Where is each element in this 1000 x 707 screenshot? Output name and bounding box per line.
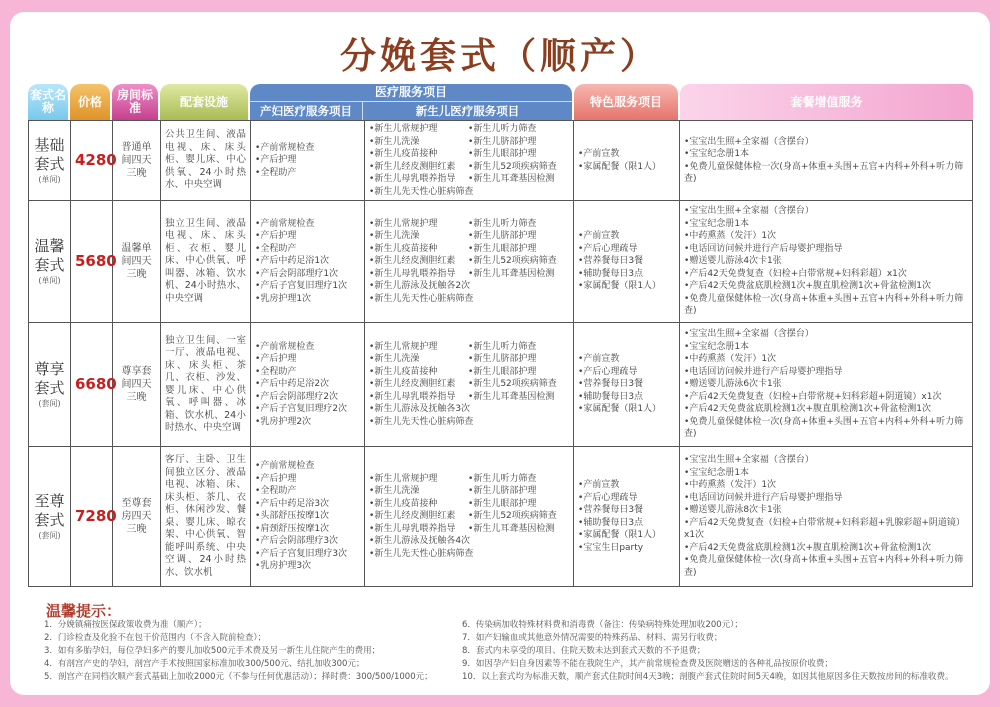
list-item: • 产后子宫复旧理疗2次 [255,403,360,416]
tip-item: 9．如因孕产妇自身因素等不能在我院生产，其产前常规检查费及医院赠送的各种礼品按原价收费； [462,659,833,669]
list-item: • 新生儿常规护理 [369,218,466,231]
package-price: 7280 [71,447,113,587]
package-row [29,121,973,201]
list-item: • 中药熏蒸（发汗）1次 [684,479,968,492]
list-item: • 新生儿耳聋基因检测 [468,523,569,536]
package-name-cell [29,447,71,587]
list-item: • 电话回访问候并进行产后母婴护理指导 [684,243,968,256]
package-facilities: 独立卫生间、液晶电视、床、床头柜、衣柜、婴儿床、中心供氧、呼叫器、冰箱、饮水机、24小时热水、中央空调 [161,201,251,323]
special-service-list [574,447,680,587]
list-item: • 宝宝出生照+全家福（含摆台） [684,454,968,467]
package-price: 4280 [71,121,113,201]
list-item: • 辅助餐每日3点 [578,517,675,530]
price-sheet [10,12,990,695]
baby-medical-list [365,447,574,587]
tips-title: 温馨提示： [46,602,122,620]
package-facilities: 独立卫生间、一室一厅、液晶电视、床、床头柜、茶几、衣柜、沙发、婴儿床、中心供氧、呼叫器、冰箱、饮水机、24小时热水、中央空调 [161,323,251,447]
list-item: • 乳房护理2次 [255,416,360,429]
list-item: • 营养餐每日3餐 [578,255,675,268]
list-item: • 产前宣教 [578,148,675,161]
package-room-type: (单间) [38,175,61,184]
list-item: • 新生儿52项疾病筛查 [468,378,569,391]
addon-service-list [680,323,973,447]
list-item: • 全程助产 [255,243,360,256]
baby-medical-list [365,323,574,447]
list-item: • 宝宝纪念册1本 [684,148,968,161]
tip-item: 4．有剖宫产史的孕妇，剖宫产手术按照国家标准加收300/500元、结扎加收300元； [44,659,365,669]
list-item: • 新生儿先天性心脏病筛查 [369,186,569,199]
list-item: • 新生儿疫苗接种 [369,498,466,511]
list-item: • 家属配餐（限1人） [578,161,675,174]
list-item: • 产后护理 [255,473,360,486]
tip-item: 1．分娩镇痛按医保政策收费为准（顺产）； [44,620,207,630]
package-facilities: 客厅、主卧、卫生间独立区分、液晶电视、冰箱、床、床头柜、茶几、衣柜、休闲沙发、餐桌、婴儿床、晾衣架、中心供氧、智能呼叫系统、中央空调、24小时热水、饮水机 [161,447,251,587]
list-item: • 宝宝纪念册1本 [684,341,968,354]
list-item: • 宝宝生日party [578,542,675,555]
package-room: 至尊套房四天三晚 [113,447,161,587]
list-item: • 新生儿游泳及抚触各2次 [369,280,569,293]
list-item: • 新生儿听力筛查 [468,218,569,231]
list-item: • 营养餐每日3餐 [578,378,675,391]
list-item: • 产后会阴部理疗1次 [255,268,360,281]
list-item: • 新生儿常规护理 [369,341,466,354]
list-item: • 新生儿脐部护理 [468,230,569,243]
list-item: • 新生儿听力筛查 [468,341,569,354]
list-item: • 乳房护理3次 [255,560,360,573]
list-item: • 产前常规检查 [255,341,360,354]
package-price: 6680 [71,323,113,447]
list-item: • 产后心理疏导 [578,492,675,505]
list-item: • 新生儿经皮测胆红素 [369,161,466,174]
mother-medical-list [251,447,365,587]
list-item: • 新生儿先天性心脏病筛查 [369,416,569,429]
list-item: • 免费儿童保健体检一次(身高+体重+头围+五官+内科+外科+听力筛查) [684,293,968,318]
list-item: • 新生儿游泳及抚触各3次 [369,403,569,416]
list-item: • 电话回访问候并进行产后母婴护理指导 [684,492,968,505]
list-item: • 赠送婴儿游泳8次卡1张 [684,504,968,517]
package-room: 尊享套间四天三晚 [113,323,161,447]
list-item: • 新生儿常规护理 [369,473,466,486]
list-item: • 赠送婴儿游泳4次卡1张 [684,255,968,268]
list-item: • 产后护理 [255,230,360,243]
package-room-type: (单间) [38,276,61,285]
list-item: • 新生儿52项疾病筛查 [468,255,569,268]
addon-service-list [680,201,973,323]
list-item: • 产后42天免费盆底肌检测1次+腹直肌检测1次+骨盆检测1次 [684,542,968,555]
list-item: • 产后子宫复旧理疗3次 [255,548,360,561]
list-item: • 免费儿童保健体检一次(身高+体重+头围+五官+内科+外科+听力筛查) [684,554,968,579]
list-item: • 产前常规检查 [255,218,360,231]
list-item: • 产前常规检查 [255,142,360,155]
list-item: • 新生儿经皮测胆红素 [369,255,466,268]
header-medical-title: 医疗服务项目 [374,85,447,99]
list-item: • 产后42天免费盆底肌检测1次+腹直肌检测1次+骨盆检测1次 [684,403,968,416]
header-facilities: 配套设施 [160,84,248,120]
package-table [28,120,973,587]
list-item: • 产后护理 [255,353,360,366]
list-item: • 新生儿脐部护理 [468,485,569,498]
list-item: • 中药熏蒸（发汗）1次 [684,230,968,243]
list-item: • 新生儿耳聋基因检测 [468,173,569,186]
package-facilities: 公共卫生间、液晶电视、床、床头柜、婴儿床、中心供氧、24小时热水、中央空调 [161,121,251,201]
list-item: • 产后子宫复旧理疗1次 [255,280,360,293]
list-item: • 产后42天免费盆底肌检测1次+腹直肌检测1次+骨盆检测1次 [684,280,968,293]
list-item: • 宝宝纪念册1本 [684,218,968,231]
tip-item: 10．以上套式均为标准天数，顺产套式住院时间4天3晚；剖腹产套式住院时间5天4晚，如因其他原因多住天数按房间的标准收费。 [462,672,954,682]
package-room: 普通单间四天三晚 [113,121,161,201]
package-name-cell [29,323,71,447]
list-item: • 宝宝纪念册1本 [684,467,968,480]
list-item: • 新生儿洗澡 [369,230,466,243]
list-item: • 新生儿眼部护理 [468,366,569,379]
list-item: • 新生儿脐部护理 [468,136,569,149]
list-item: • 新生儿先天性心脏病筛查 [369,548,569,561]
list-item: • 新生儿母乳喂养指导 [369,391,466,404]
tip-item: 5．剖宫产在同档次顺产套式基础上加收2000元（不参与任何优惠活动）；择时费：300/500/1000元； [44,672,433,682]
list-item: • 宝宝出生照+全家福（含摆台） [684,136,968,149]
list-item: • 宝宝出生照+全家福（含摆台） [684,205,968,218]
baby-medical-list [365,201,574,323]
list-item: • 新生儿耳聋基因检测 [468,268,569,281]
package-name-cell [29,201,71,323]
list-item: • 新生儿母乳喂养指导 [369,523,466,536]
package-row [29,201,973,323]
addon-service-list [680,447,973,587]
list-item: • 新生儿眼部护理 [468,243,569,256]
list-item: • 新生儿母乳喂养指导 [369,173,466,186]
list-item: • 产后中药足浴3次 [255,498,360,511]
package-room-type: (套间) [38,399,61,408]
package-name: 温馨套式 [34,237,65,274]
list-item: • 新生儿游泳及抚触各4次 [369,535,569,548]
list-item: • 宝宝出生照+全家福（含摆台） [684,328,968,341]
list-item: • 新生儿52项疾病筛查 [468,161,569,174]
package-name-cell [29,121,71,201]
tip-item: 8．套式内未享受的项目、住院天数未达到套式天数的不予退费； [462,646,706,656]
list-item: • 产前常规检查 [255,460,360,473]
list-item: • 产后42天免费复查（妇检+白带常规+妇科彩超+阴道镜）x1次 [684,391,968,404]
special-service-list [574,323,680,447]
list-item: • 新生儿眼部护理 [468,148,569,161]
list-item: • 新生儿眼部护理 [468,498,569,511]
header-mother-medical: 产妇医疗服务项目 [250,102,363,120]
list-item: • 产后护理 [255,154,360,167]
package-name: 至尊套式 [34,492,65,529]
list-item: • 家属配餐（限1人） [578,403,675,416]
special-service-list [574,121,680,201]
list-item: • 新生儿经皮测胆红素 [369,378,466,391]
tip-item: 6．传染病加收特殊材料费和消毒费（备注：传染病特殊处理加收200元）； [462,620,743,630]
header-price: 价格 [70,84,110,120]
list-item: • 中药熏蒸（发汗）1次 [684,353,968,366]
tips-right-list [462,619,982,684]
package-name: 尊享套式 [34,360,65,397]
list-item: • 产后会阴部理疗3次 [255,535,360,548]
list-item: • 新生儿脐部护理 [468,353,569,366]
mother-medical-list [251,201,365,323]
list-item: • 新生儿听力筛查 [468,123,569,136]
header-baby-medical: 新生儿医疗服务项目 [415,104,520,118]
header-special: 特色服务项目 [574,84,678,120]
list-item: • 辅助餐每日3点 [578,391,675,404]
mother-medical-list [251,323,365,447]
list-item: • 新生儿经皮测胆红素 [369,510,466,523]
list-item: • 产后心理疏导 [578,243,675,256]
list-item: • 电话回访问候并进行产后母婴护理指导 [684,366,968,379]
list-item: • 新生儿52项疾病筛查 [468,510,569,523]
list-item: • 产前宣教 [578,353,675,366]
list-item: • 产后心理疏导 [578,366,675,379]
list-item: • 家属配餐（限1人） [578,280,675,293]
list-item: • 营养餐每日3餐 [578,504,675,517]
package-name: 基础套式 [34,136,65,173]
tip-item: 7．如产妇输血或其他意外情况需要的特殊药品、材料、需另行收费； [462,633,723,643]
list-item: • 产后中药足浴1次 [255,255,360,268]
list-item: • 辅助餐每日3点 [578,268,675,281]
list-item: • 乳房护理1次 [255,293,360,306]
header-medical [250,84,572,120]
list-item: • 产后42天免费复查（妇检+白带常规+妇科彩超）x1次 [684,268,968,281]
page-title: 分娩套式（顺产） [339,36,660,77]
package-price: 5680 [71,201,113,323]
list-item: • 赠送婴儿游泳6次卡1张 [684,378,968,391]
package-row [29,447,973,587]
list-item: • 新生儿疫苗接种 [369,148,466,161]
package-row [29,323,973,447]
list-item: • 家属配餐（限1人） [578,529,675,542]
list-item: • 免费儿童保健体检一次(身高+体重+头围+五官+内科+外科+听力筛查) [684,416,968,441]
list-item: • 新生儿听力筛查 [468,473,569,486]
package-room: 温馨单间四天三晚 [113,201,161,323]
list-item: • 新生儿母乳喂养指导 [369,268,466,281]
addon-service-list [680,121,973,201]
list-item: • 产前宣教 [578,230,675,243]
list-item: • 新生儿洗澡 [369,485,466,498]
special-service-list [574,201,680,323]
baby-medical-list [365,121,574,201]
list-item: • 肩颈舒压按摩1次 [255,523,360,536]
list-item: • 新生儿疫苗接种 [369,366,466,379]
tip-item: 3．如有多胎孕妇，每位孕妇多产的婴儿加收500元手术费及另一新生儿住院产生的费用； [44,646,381,656]
list-item: • 全程助产 [255,485,360,498]
list-item: • 产后42天免费复查（妇检+白带常规+妇科彩超+乳腺彩超+阴道镜）x1次 [684,517,968,542]
list-item: • 新生儿洗澡 [369,353,466,366]
list-item: • 新生儿疫苗接种 [369,243,466,256]
header-room: 房间标准 [112,84,158,120]
package-room-type: (套间) [38,531,61,540]
list-item: • 免费儿童保健体检一次(身高+体重+头围+五官+内科+外科+听力筛查) [684,161,968,186]
list-item: • 产后会阴部理疗2次 [255,391,360,404]
header-package-name: 套式名称 [28,84,68,120]
tip-item: 2．门诊检查及化验不在包干价范围内（不含入院前检查）； [44,633,267,643]
list-item: • 新生儿洗澡 [369,136,466,149]
tips-left-list [44,619,464,684]
list-item: • 全程助产 [255,366,360,379]
mother-medical-list [251,121,365,201]
list-item: • 全程助产 [255,167,360,180]
header-addon: 套餐增值服务 [680,84,973,120]
list-item: • 新生儿常规护理 [369,123,466,136]
list-item: • 产前宣教 [578,479,675,492]
list-item: • 头部舒压按摩1次 [255,510,360,523]
list-item: • 产后中药足浴2次 [255,378,360,391]
list-item: • 新生儿耳聋基因检测 [468,391,569,404]
list-item: • 新生儿先天性心脏病筛查 [369,293,569,306]
